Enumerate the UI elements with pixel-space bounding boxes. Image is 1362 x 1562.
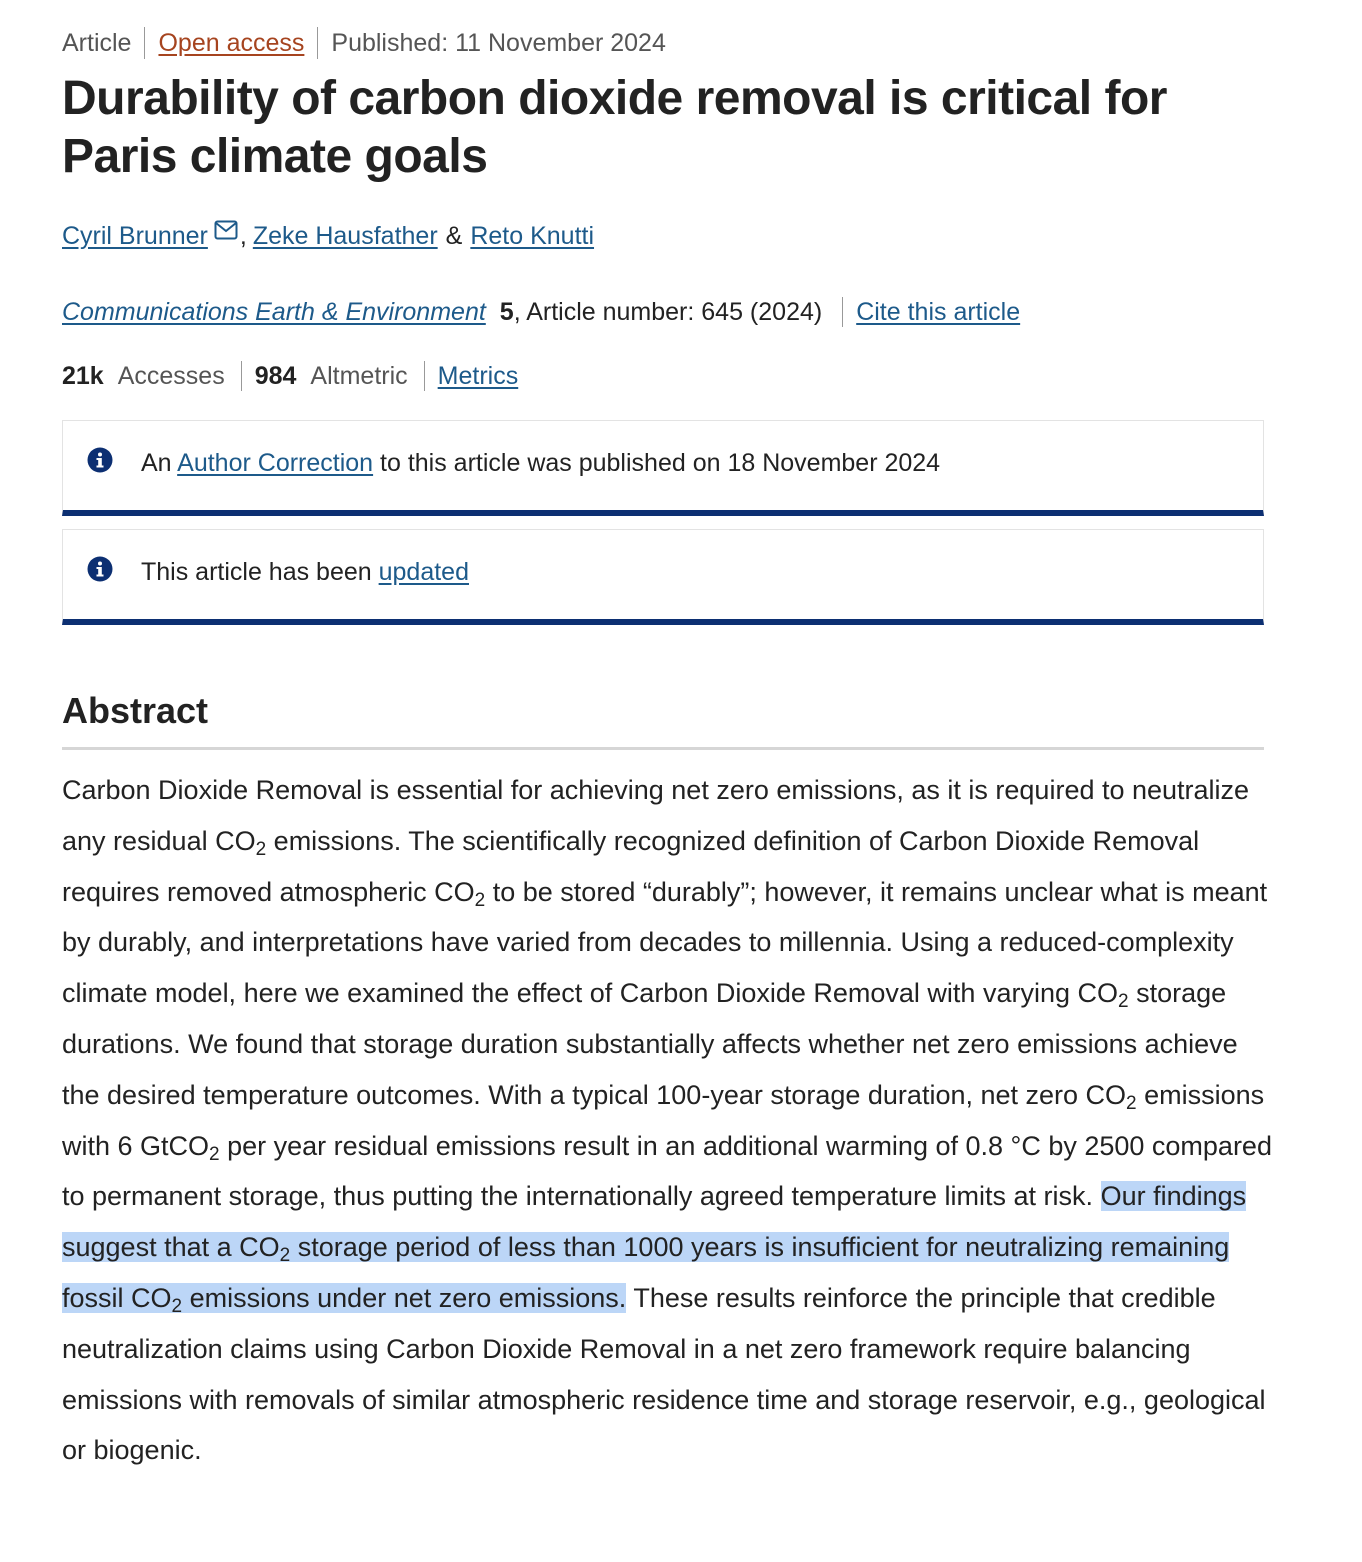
info-icon [87,556,113,587]
updated-link[interactable]: updated [378,558,469,586]
subscript: 2 [209,1143,220,1165]
subscript: 2 [171,1295,183,1317]
correction-text [141,449,940,478]
accesses-count: 21k [62,361,104,390]
article-title: Durability of carbon dioxide removal is critical for Paris climate goals [62,72,1167,183]
divider [317,27,318,59]
divider [424,361,425,391]
author-separator: , [239,222,247,250]
author-link-hausfather[interactable]: Zeke Hausfather [252,222,438,250]
subscript: 2 [1118,991,1129,1013]
abstract-segment: storage durations. We found that storage duration substantially affects whether net zero emissions achieve the desired temperature outcomes. With a typical 100-year storage duration, net zero CO [62,978,1238,1110]
author-correction-link[interactable]: Author Correction [177,449,374,477]
updated-text [141,558,469,587]
abstract-text [62,765,1272,1476]
abstract-segment: Our findings suggest that a CO [62,1181,1247,1263]
abstract-segment: storage period of less than 1000 years is insufficient for neutralizing remaining fossil CO [62,1232,1230,1313]
abstract-segment: These results reinforce the principle that credible neutralization claims using Carbon Dioxide Removal in a net zero framework require balancing emissions with removals of similar atmospheric residence time and storage reservoir, e.g., geological or biogenic. [62,1282,1266,1466]
subscript: 2 [255,838,267,860]
article-updated-notice [62,529,1264,625]
updated-text-pre: This article has been [141,558,379,586]
article-number: , Article number: 645 (2024) [513,297,823,326]
abstract-segment: Carbon Dioxide Removal is essential for achieving net zero emissions, as it is required to neutralize any residual CO [62,775,1250,856]
published-date: Published: 11 November 2024 [331,28,666,57]
info-icon [87,447,113,478]
metrics-link[interactable]: Metrics [437,361,519,390]
altmetric-label: Altmetric [310,361,408,390]
article-meta [62,26,666,60]
correction-text-pre: An [141,449,178,477]
abstract-segment: emissions. The scientifically recognized definition of Carbon Dioxide Removal requires removed atmospheric CO [62,825,1200,907]
journal-volume: 5 [499,297,514,326]
cite-article-link[interactable]: Cite this article [856,297,1021,326]
journal-link[interactable]: Communications Earth & Environment [62,297,486,326]
author-link-brunner[interactable]: Cyril Brunner [62,222,208,250]
article-type: Article [62,28,132,57]
abstract-segment: to be stored “durably”; however, it remains unclear what is meant by durably, and interpretations have varied from decades to millennia. Using a reduced-complexity climate model, here we examined the effect of Carbon Dioxide Removal with varying CO [62,876,1268,1009]
accesses-label: Accesses [117,361,225,390]
author-list [62,222,594,251]
correction-text-post: to this article was published on 18 November 2024 [373,449,941,477]
article-metrics [62,358,518,394]
abstract-heading: Abstract [62,690,209,731]
section-divider [62,747,1264,750]
abstract-segment: emissions under net zero emissions. [182,1282,627,1313]
author-ampersand: & [445,222,463,250]
journal-info [62,294,1020,330]
open-access-link[interactable]: Open access [158,28,305,57]
divider [241,361,242,391]
divider [842,297,843,327]
author-link-knutti[interactable]: Reto Knutti [470,222,595,250]
author-correction-notice [62,420,1264,516]
subscript: 2 [1126,1092,1137,1114]
email-icon[interactable] [214,218,238,247]
abstract-segment: emissions with 6 GtCO [62,1079,1265,1161]
subscript: 2 [279,1245,291,1267]
altmetric-score: 984 [254,361,297,390]
divider [144,27,145,59]
abstract-segment: per year residual emissions result in an additional warming of 0.8 °C by 2500 compared to permanent storage, thus putting the internationally agreed temperature limits at risk. [62,1130,1272,1212]
subscript: 2 [474,889,486,911]
